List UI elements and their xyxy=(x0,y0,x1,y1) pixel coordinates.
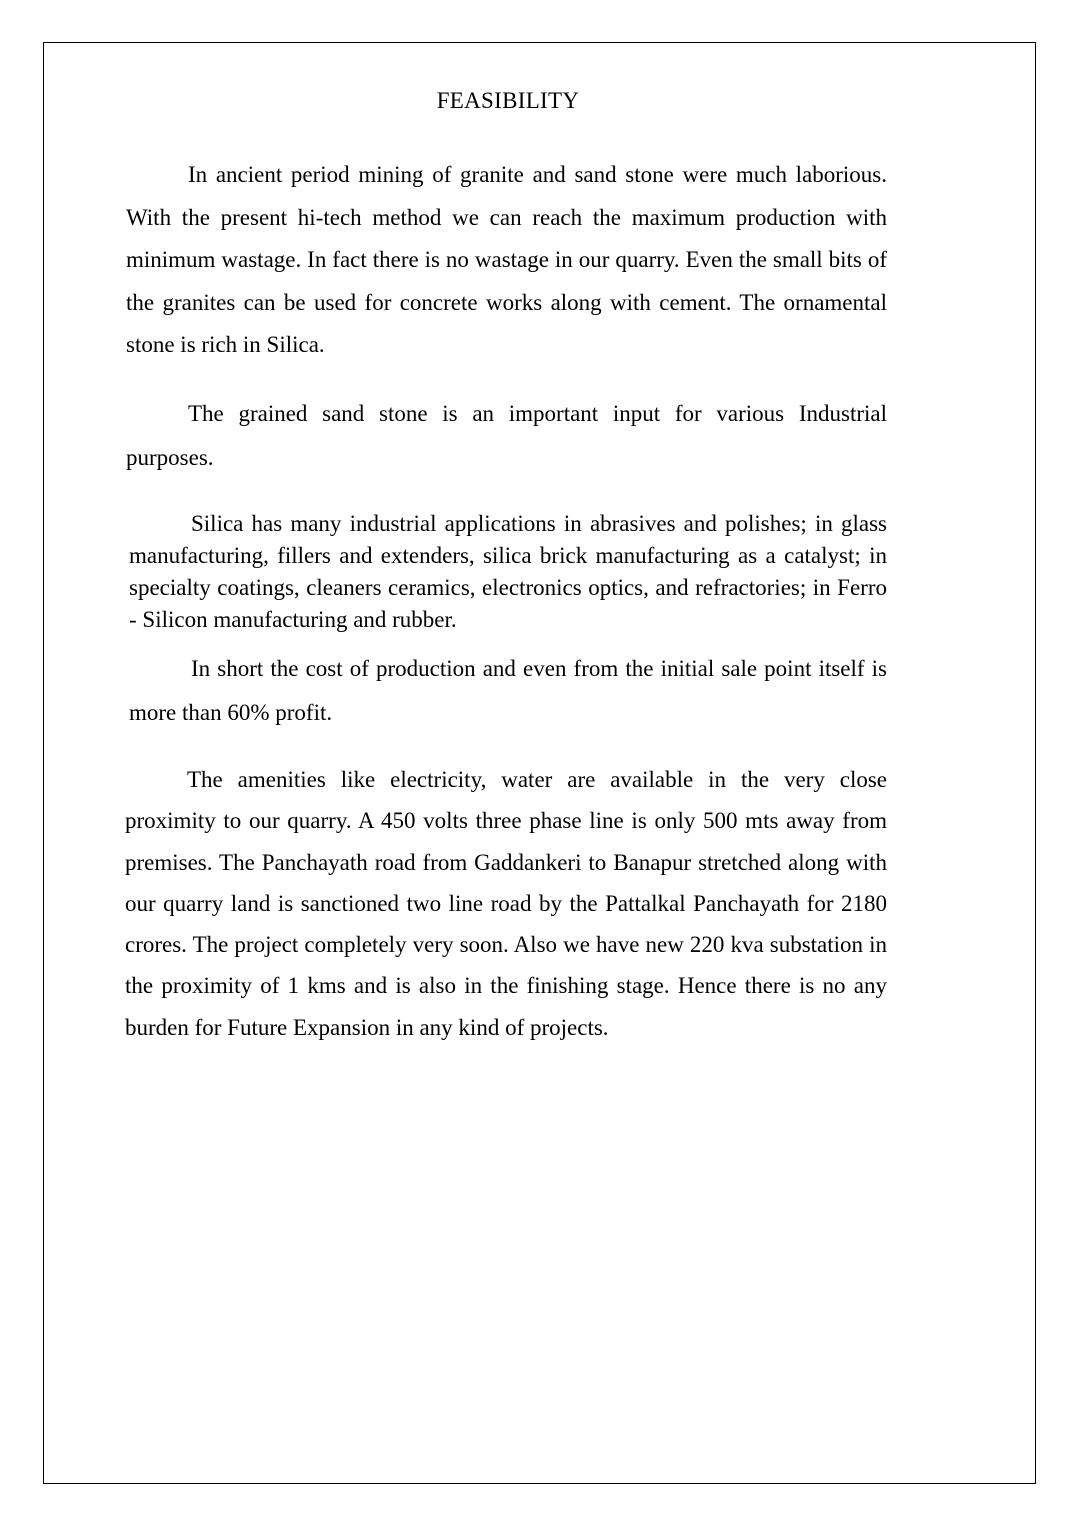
paragraph-profit: In short the cost of production and even from the initial sale point itself is more than 60% profit. xyxy=(129,656,887,725)
paragraph-sand-stone: The grained sand stone is an important input for various Industrial purposes. xyxy=(126,401,887,470)
paragraph-amenities: The amenities like electricity, water are available in the very close proximity to our quarry. A 450 volts three phase line is only 500 mts away from premises. The Panchayath road from Gaddankeri to Banapur stretched along with our quarry land is sanctioned two line road by the Pattalkal Panchayath for 2180 crores. The project completely very soon. Also we have new 220 kva substation in the proximity of 1 kms and is also in the finishing stage. Hence there is no any burden for Future Expansion in any kind of projects. xyxy=(125,767,887,1040)
page-title: FEASIBILITY xyxy=(436,88,580,113)
paragraph-mining-history: In ancient period mining of granite and sand stone were much laborious. With the present hi-tech method we can reach the maximum production with minimum wastage. In fact there is no wastage in our quarry. Even the small bits of the granites can be used for concrete works along with cement. The ornamental stone is rich in Silica. xyxy=(126,162,887,357)
paragraph-silica-applications: Silica has many industrial applications in abrasives and polishes; in glass manufacturing, fillers and extenders, silica brick manufacturing as a catalyst; in specialty coatings, cleaners ceramics, electronics optics, and refractories; in Ferro - Silicon manufacturing and rubber. xyxy=(129,511,887,632)
